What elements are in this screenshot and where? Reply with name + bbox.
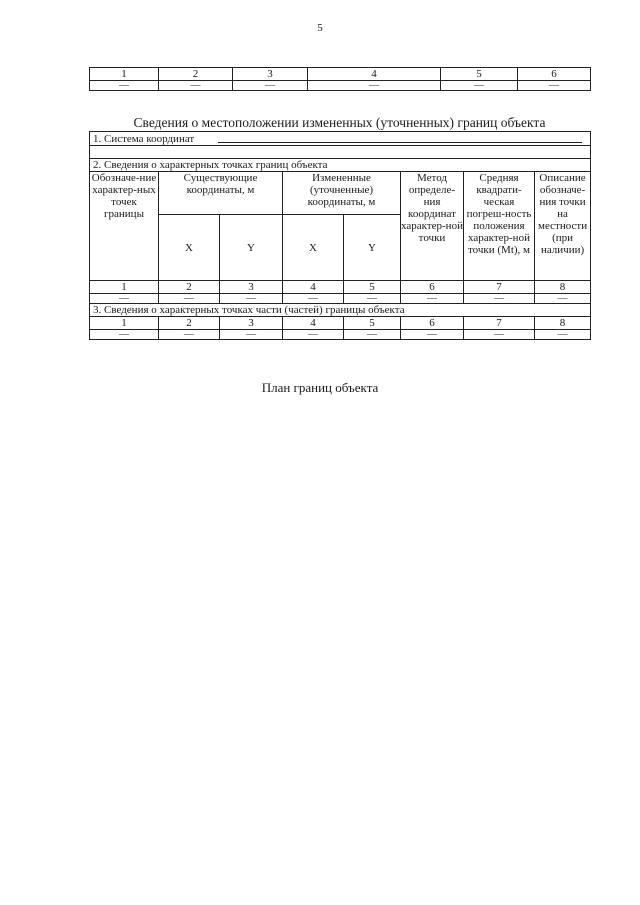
coordinate-system-row [90,132,591,146]
table-cell: 4 [283,281,344,294]
table-cell: — [283,294,344,304]
table-cell: 4 [308,68,441,81]
top-table-dash-row [90,81,591,91]
table-cell: — [159,330,220,340]
table-cell: 8 [535,281,591,294]
coordinate-system-label: 1. Система координат [93,132,195,145]
table-cell: 3 [220,281,283,294]
coordinate-system-underline [218,142,582,143]
table-cell: — [401,294,464,304]
table-cell: — [401,330,464,340]
section2-label: 2. Сведения о характерных точках границ объекта [90,159,591,172]
coordinate-system-cell [90,132,591,146]
table-cell: 2 [159,317,220,330]
table-cell: — [464,294,535,304]
table-cell: 7 [464,281,535,294]
table-cell: 3 [233,68,308,81]
blank-row [90,146,591,159]
header-mean-error: Средняя квадрати-ческая погреш-ность положения характер-ной точки (Mt), м [464,172,535,281]
column-number-row [90,281,591,294]
table-cell: — [464,330,535,340]
top-table-number-row [90,68,591,81]
table-cell: — [90,294,159,304]
column-number-row-2 [90,317,591,330]
table-cell: 4 [283,317,344,330]
table-cell: — [518,81,591,91]
section2-row [90,159,591,172]
table-cell: 3 [220,317,283,330]
blank-cell [90,146,591,159]
table-cell: 1 [90,317,159,330]
table-cell: — [159,294,220,304]
table-cell: 5 [344,317,401,330]
header-y-changed: Y [344,215,401,281]
table-cell: — [220,294,283,304]
table-cell: — [535,330,591,340]
plan-title: План границ объекта [261,380,379,395]
table-cell: 6 [401,317,464,330]
table-cell: — [535,294,591,304]
main-table [89,131,591,340]
dash-row-2 [90,330,591,340]
section3-label: 3. Сведения о характерных точках части (частей) границы объекта [90,304,591,317]
section3-row [90,304,591,317]
table-cell: 8 [535,317,591,330]
table-cell: 5 [344,281,401,294]
table-cell: — [90,81,159,91]
top-table [89,67,591,91]
table-cell: 2 [159,68,233,81]
header-method: Метод определе-ния координат характер-ной точки [401,172,464,281]
table-cell: — [90,330,159,340]
header-designation: Обозначе-ние характер-ных точек границы [90,172,159,281]
table-cell: 1 [90,68,159,81]
table-cell: — [308,81,441,91]
table-cell: 5 [441,68,518,81]
dash-row [90,294,591,304]
section-title: Сведения о местоположении измененных (уточненных) границ объекта [133,115,546,130]
header-row [90,172,591,215]
table-cell: 6 [401,281,464,294]
table-cell: — [233,81,308,91]
header-existing-coordinates: Существующие координаты, м [159,172,283,215]
table-cell: — [441,81,518,91]
table-cell: — [283,330,344,340]
table-cell: 2 [159,281,220,294]
table-cell: — [344,330,401,340]
table-cell: — [220,330,283,340]
table-cell: — [344,294,401,304]
header-x-changed: X [283,215,344,281]
header-changed-coordinates: Измененные (уточненные) координаты, м [283,172,401,215]
table-cell: 7 [464,317,535,330]
table-cell: 6 [518,68,591,81]
table-cell: 1 [90,281,159,294]
header-x-existing: X [159,215,220,281]
page-number: 5 [317,22,323,34]
header-description: Описание обозначе-ния точки на местности (при наличии) [535,172,591,281]
table-cell: — [159,81,233,91]
header-y-existing: Y [220,215,283,281]
